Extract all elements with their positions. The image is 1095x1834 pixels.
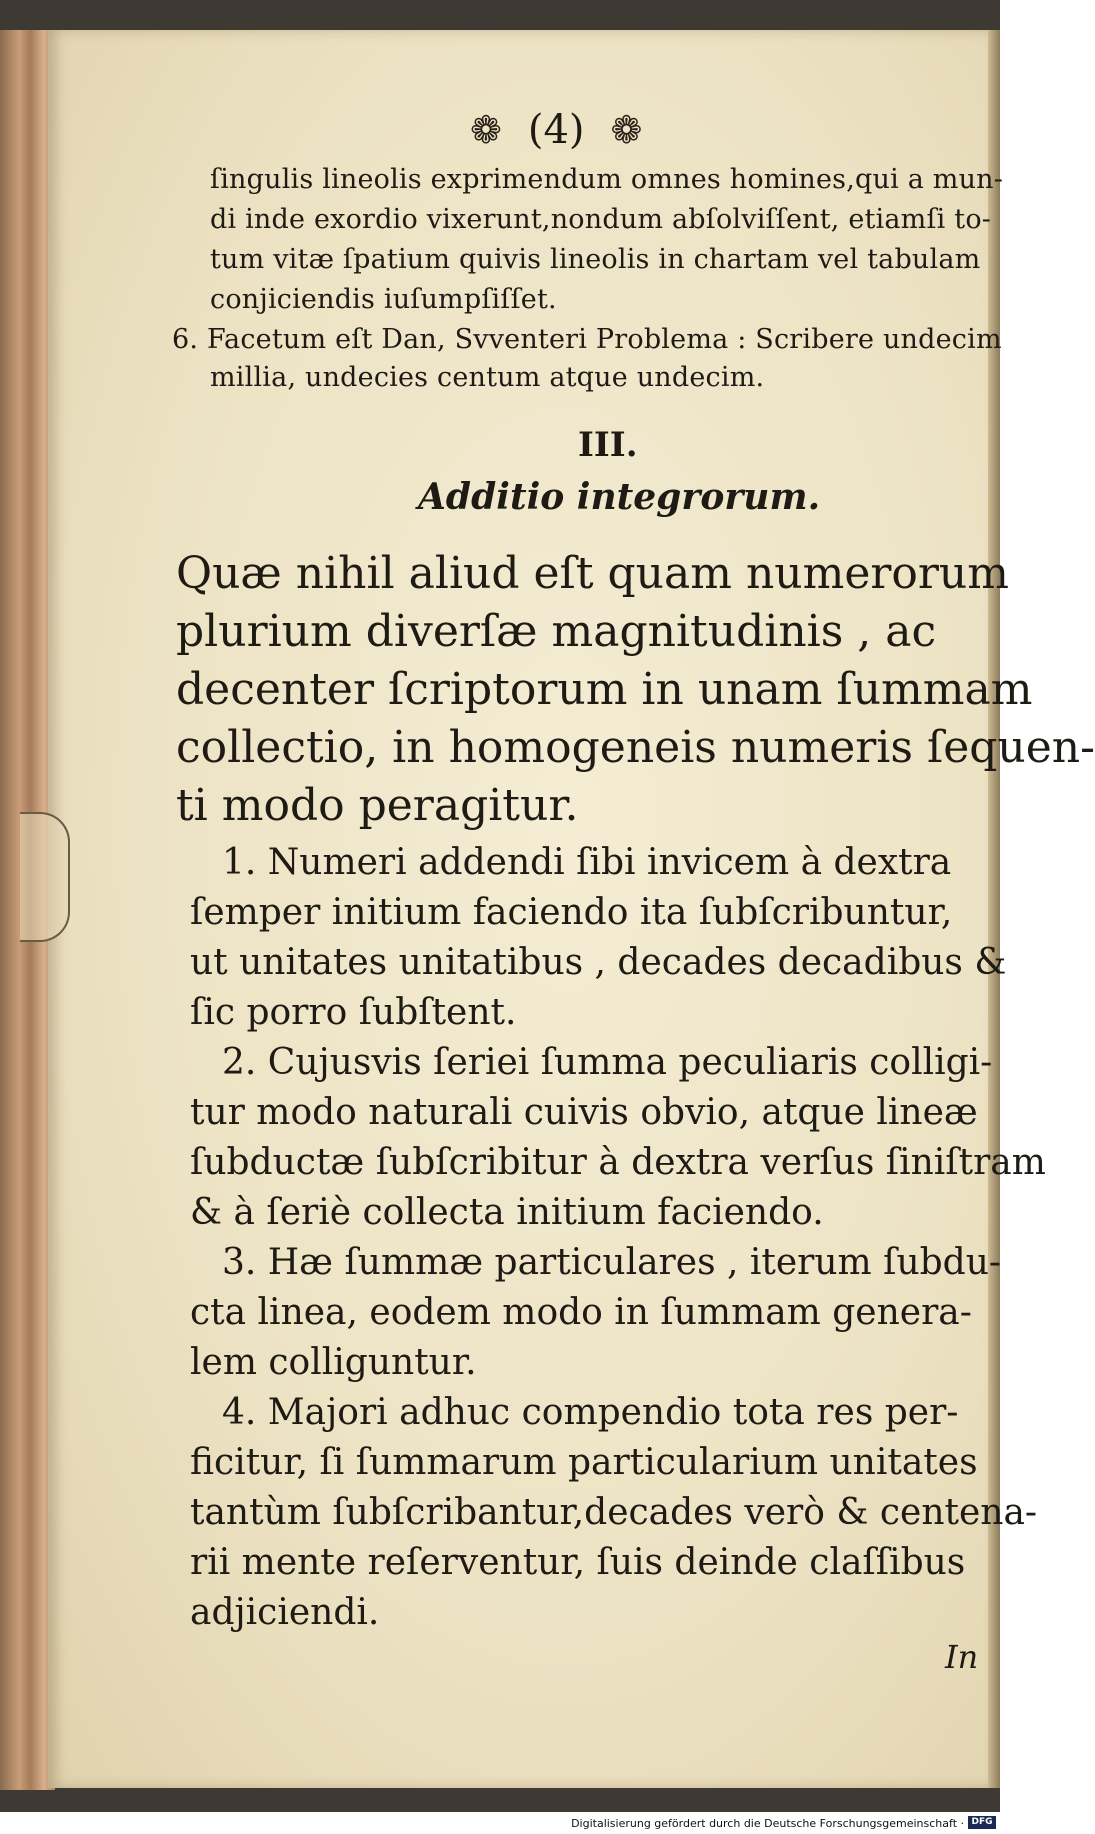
text-line: collectio, in homogeneis numeris ſequen- <box>176 722 1095 773</box>
text-line: di inde exordio vixerunt,nondum abſolviſſent, etiamſi to- <box>210 204 992 235</box>
text-line: cta linea, eodem modo in ſummam genera- <box>190 1292 972 1333</box>
text-line: 4. Majori adhuc compendio tota res per- <box>222 1392 959 1433</box>
section-number: III. <box>578 425 638 465</box>
text-line: conjiciendis iuſumpſiſſet. <box>210 284 557 315</box>
text-line: 2. Cujusvis ſeriei ſumma peculiaris colligi- <box>222 1042 993 1083</box>
text-line: ti modo peragitur. <box>176 780 579 831</box>
text-line: 1. Numeri addendi ſibi invicem à dextra <box>222 842 952 883</box>
page-clip-mark <box>20 812 70 942</box>
text-line: ſemper initium faciendo ita ſubſcribuntur, <box>190 892 953 933</box>
page-number: (4) <box>527 107 585 153</box>
text-line: ficitur, ſi ſummarum particularium unitates <box>190 1442 978 1483</box>
text-line: & à ſeriè collecta initium faciendo. <box>190 1192 824 1233</box>
fleuron-ornament-icon: ❁ <box>610 108 643 152</box>
text-line: Quæ nihil aliud eſt quam numerorum <box>176 548 1009 599</box>
text-line: ſingulis lineolis exprimendum omnes homines,qui a mun- <box>210 164 1004 195</box>
footer-credit: Digitalisierung gefördert durch die Deutsche Forschungsgemeinschaft · <box>571 1817 964 1830</box>
text-line: 3. Hæ ſummæ particulares , iterum ſubdu- <box>222 1242 1002 1283</box>
text-line: ſic porro ſubſtent. <box>190 992 517 1033</box>
text-line: adjiciendi. <box>190 1592 380 1633</box>
text-line: rii mente reſerventur, ſuis deinde claſſibus <box>190 1542 966 1583</box>
fleuron-ornament-icon: ❁ <box>470 108 502 152</box>
text-line: plurium diverſæ magnitudinis , ac <box>176 606 937 657</box>
section-title: Additio integrorum. <box>418 476 821 518</box>
text-line: millia, undecies centum atque undecim. <box>210 362 765 393</box>
digitization-footer <box>0 1812 1000 1834</box>
dfg-logo-icon: DFG <box>968 1816 996 1829</box>
catchword: In <box>945 1638 979 1676</box>
text-line: tum vitæ ſpatium quivis lineolis in chartam vel tabulam <box>210 244 981 275</box>
text-line: ut unitates unitatibus , decades decadibus & <box>190 942 1007 983</box>
text-line: tur modo naturali cuivis obvio, atque lineæ <box>190 1092 978 1133</box>
text-line: ſubductæ ſubſcribitur à dextra verſus ſiniſtram <box>190 1142 1046 1183</box>
text-line: decenter ſcriptorum in unam ſummam <box>176 664 1033 715</box>
text-line: lem colliguntur. <box>190 1342 477 1383</box>
text-line: 6. Facetum eſt Dan, Svventeri Problema : Scribere undecim <box>172 324 1002 355</box>
text-line: tantùm ſubſcribantur,decades verò & centena- <box>190 1492 1038 1533</box>
page-header <box>470 100 750 160</box>
